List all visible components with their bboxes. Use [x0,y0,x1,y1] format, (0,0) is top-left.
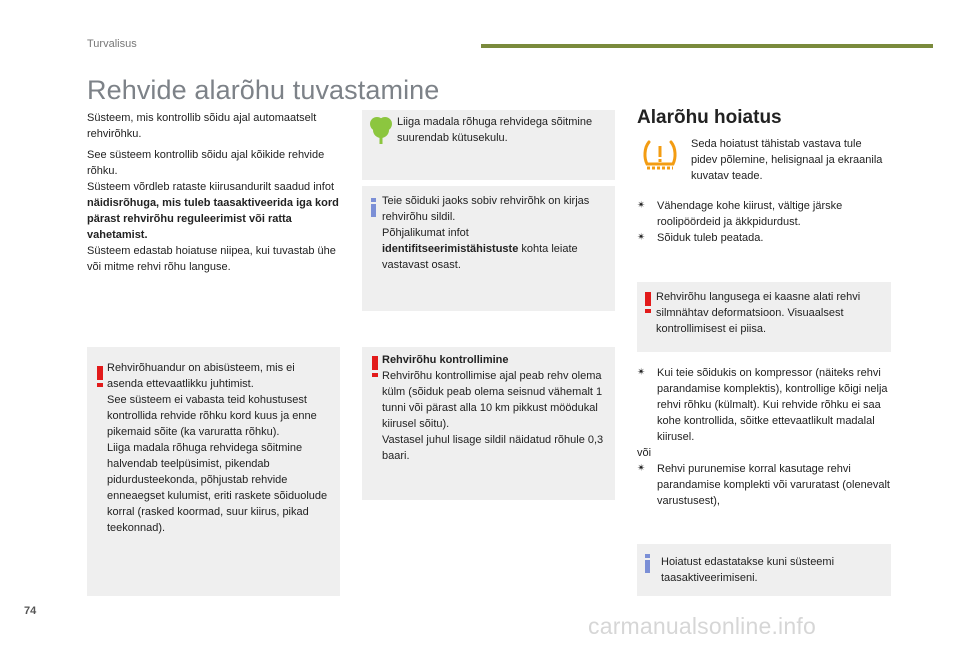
bullet-marker-icon: ✴ [637,463,646,474]
section-label: Turvalisus [87,38,137,50]
list-item [637,230,895,246]
info-text-3 [382,241,610,273]
info-text-bold: identifitseerimistähistuste [382,243,519,255]
tire-pressure-warning-lamp-icon [641,138,679,174]
info-text-col3: Hoiatust edastatakse kuni süsteemi taasaktiveerimiseni. [661,556,835,584]
intro-text: Süsteem, mis kontrollib sõidu ajal automaatselt rehvirõhku. [87,112,317,140]
info-box-col3 [637,544,891,596]
list-item-text: Kui teie sõidukis on kompressor (näiteks rehvi parandamise komplektis), kontrollige kõigi nelja rehvi rõhku (külmalt). Kui rehvide rõhku ei saa kohe kontrollida, sõitke ettevaatlikult madalal kiirusel. [657,367,888,443]
header-accent-bar [481,44,933,48]
info-text-3b: kohta leiate vastavast osast. [382,243,578,271]
eco-text: Liiga madala rõhuga rehvidega sõitmine suurendab kütusekulu. [397,116,593,144]
eco-box [362,110,615,180]
page-title: Rehvide alarõhu tuvastamine [87,75,440,105]
warning-text-col3: Rehvirõhu langusega ei kaasne alati rehvi silmnähtav deformatsioon. Visuaalsest kontrollimisest ei piisa. [656,291,861,335]
action-list [637,198,895,246]
system-text-3: Süsteem edastab hoiatuse niipea, kui tuvastab ühe või mitme rehvi rõhu languse. [87,245,336,273]
system-description [87,147,345,275]
alarm-heading: Alarõhu hoiatus [637,107,782,128]
bullet-marker-icon: ✴ [637,367,646,378]
warning-box-col3 [637,282,891,352]
list-item-text: Rehvi purunemise korral kasutage rehvi parandamise komplekti või varuratast (olenevalt varustusest), [657,463,890,507]
page-number: 74 [24,605,37,617]
bullet-marker-icon: ✴ [637,200,646,211]
info-text-col2 [382,193,610,273]
bullet-marker-icon: ✴ [637,232,646,243]
info-text-2: Põhjalikumat infot [382,227,469,239]
system-text-bold: näidisrõhuga, mis tuleb taasaktiveerida iga kord pärast rehvirõhu reguleerimist või ratta vahetamist. [87,197,339,241]
pressure-check-title: Rehvirõhu kontrollimine [382,354,509,366]
intro-paragraph [87,110,342,142]
list-item [637,461,895,509]
list-item-text: Sõiduk tuleb peatada. [657,232,764,244]
pressure-check-content [382,352,610,464]
or-text: või [637,447,652,459]
pressure-check-text: Rehvirõhu kontrollimise ajal peab rehv olema külm (sõiduk peab olema seisnud vähemalt 1 tunni või pärast alla 10 km pikkust möödukal kiirusel sõitu). Vastasel juhul lisage sildil näidatud rõhule 0,3 baari. [382,370,604,462]
system-text-1: See süsteem kontrollib sõidu ajal kõikide rehvide rõhku. [87,149,325,177]
eco-leaf-icon [368,114,394,144]
lamp-description: Seda hoiatust tähistab vastava tule pidev põlemine, helisignaal ja ekraanila kuvatav teade. [691,138,883,182]
list-item [637,365,895,445]
pressure-check-box [362,347,615,500]
compressor-instructions [637,365,895,509]
system-text-2 [87,179,345,243]
warning-box-col1 [87,347,340,596]
info-box-col2 [362,186,615,311]
info-text-1: Teie sõiduki jaoks sobiv rehvirõhk on kirjas rehvirõhu sildil. [382,195,590,223]
list-item [637,198,895,230]
system-text-2a: Süsteem võrdleb rataste kiirusandurilt saadud infot [87,181,335,193]
watermark: carmanualsonline.info [588,613,816,639]
list-item-text: Vähendage kohe kiirust, vältige järske roolipöördeid ja äkkpidurdust. [657,200,843,228]
warning-text-col1: Rehvirõhuandur on abisüsteem, mis ei asenda ettevaatlikku juhtimist. See süsteem ei vabasta teid kohustusest kontrollida rehvide rõhku kord kuus ja enne pikemaid sõite (ka varuratta rõhku). Liiga madala rõhuga rehvidega sõitmine halvendab teelpüsimist, pikendab pidurdusteekonda, põhjustab rehvide enneaegset kulumist, eriti raskete sõiduolude korral (rasked koormad, suur kiirus, pikad teekonnad). [107,362,328,534]
